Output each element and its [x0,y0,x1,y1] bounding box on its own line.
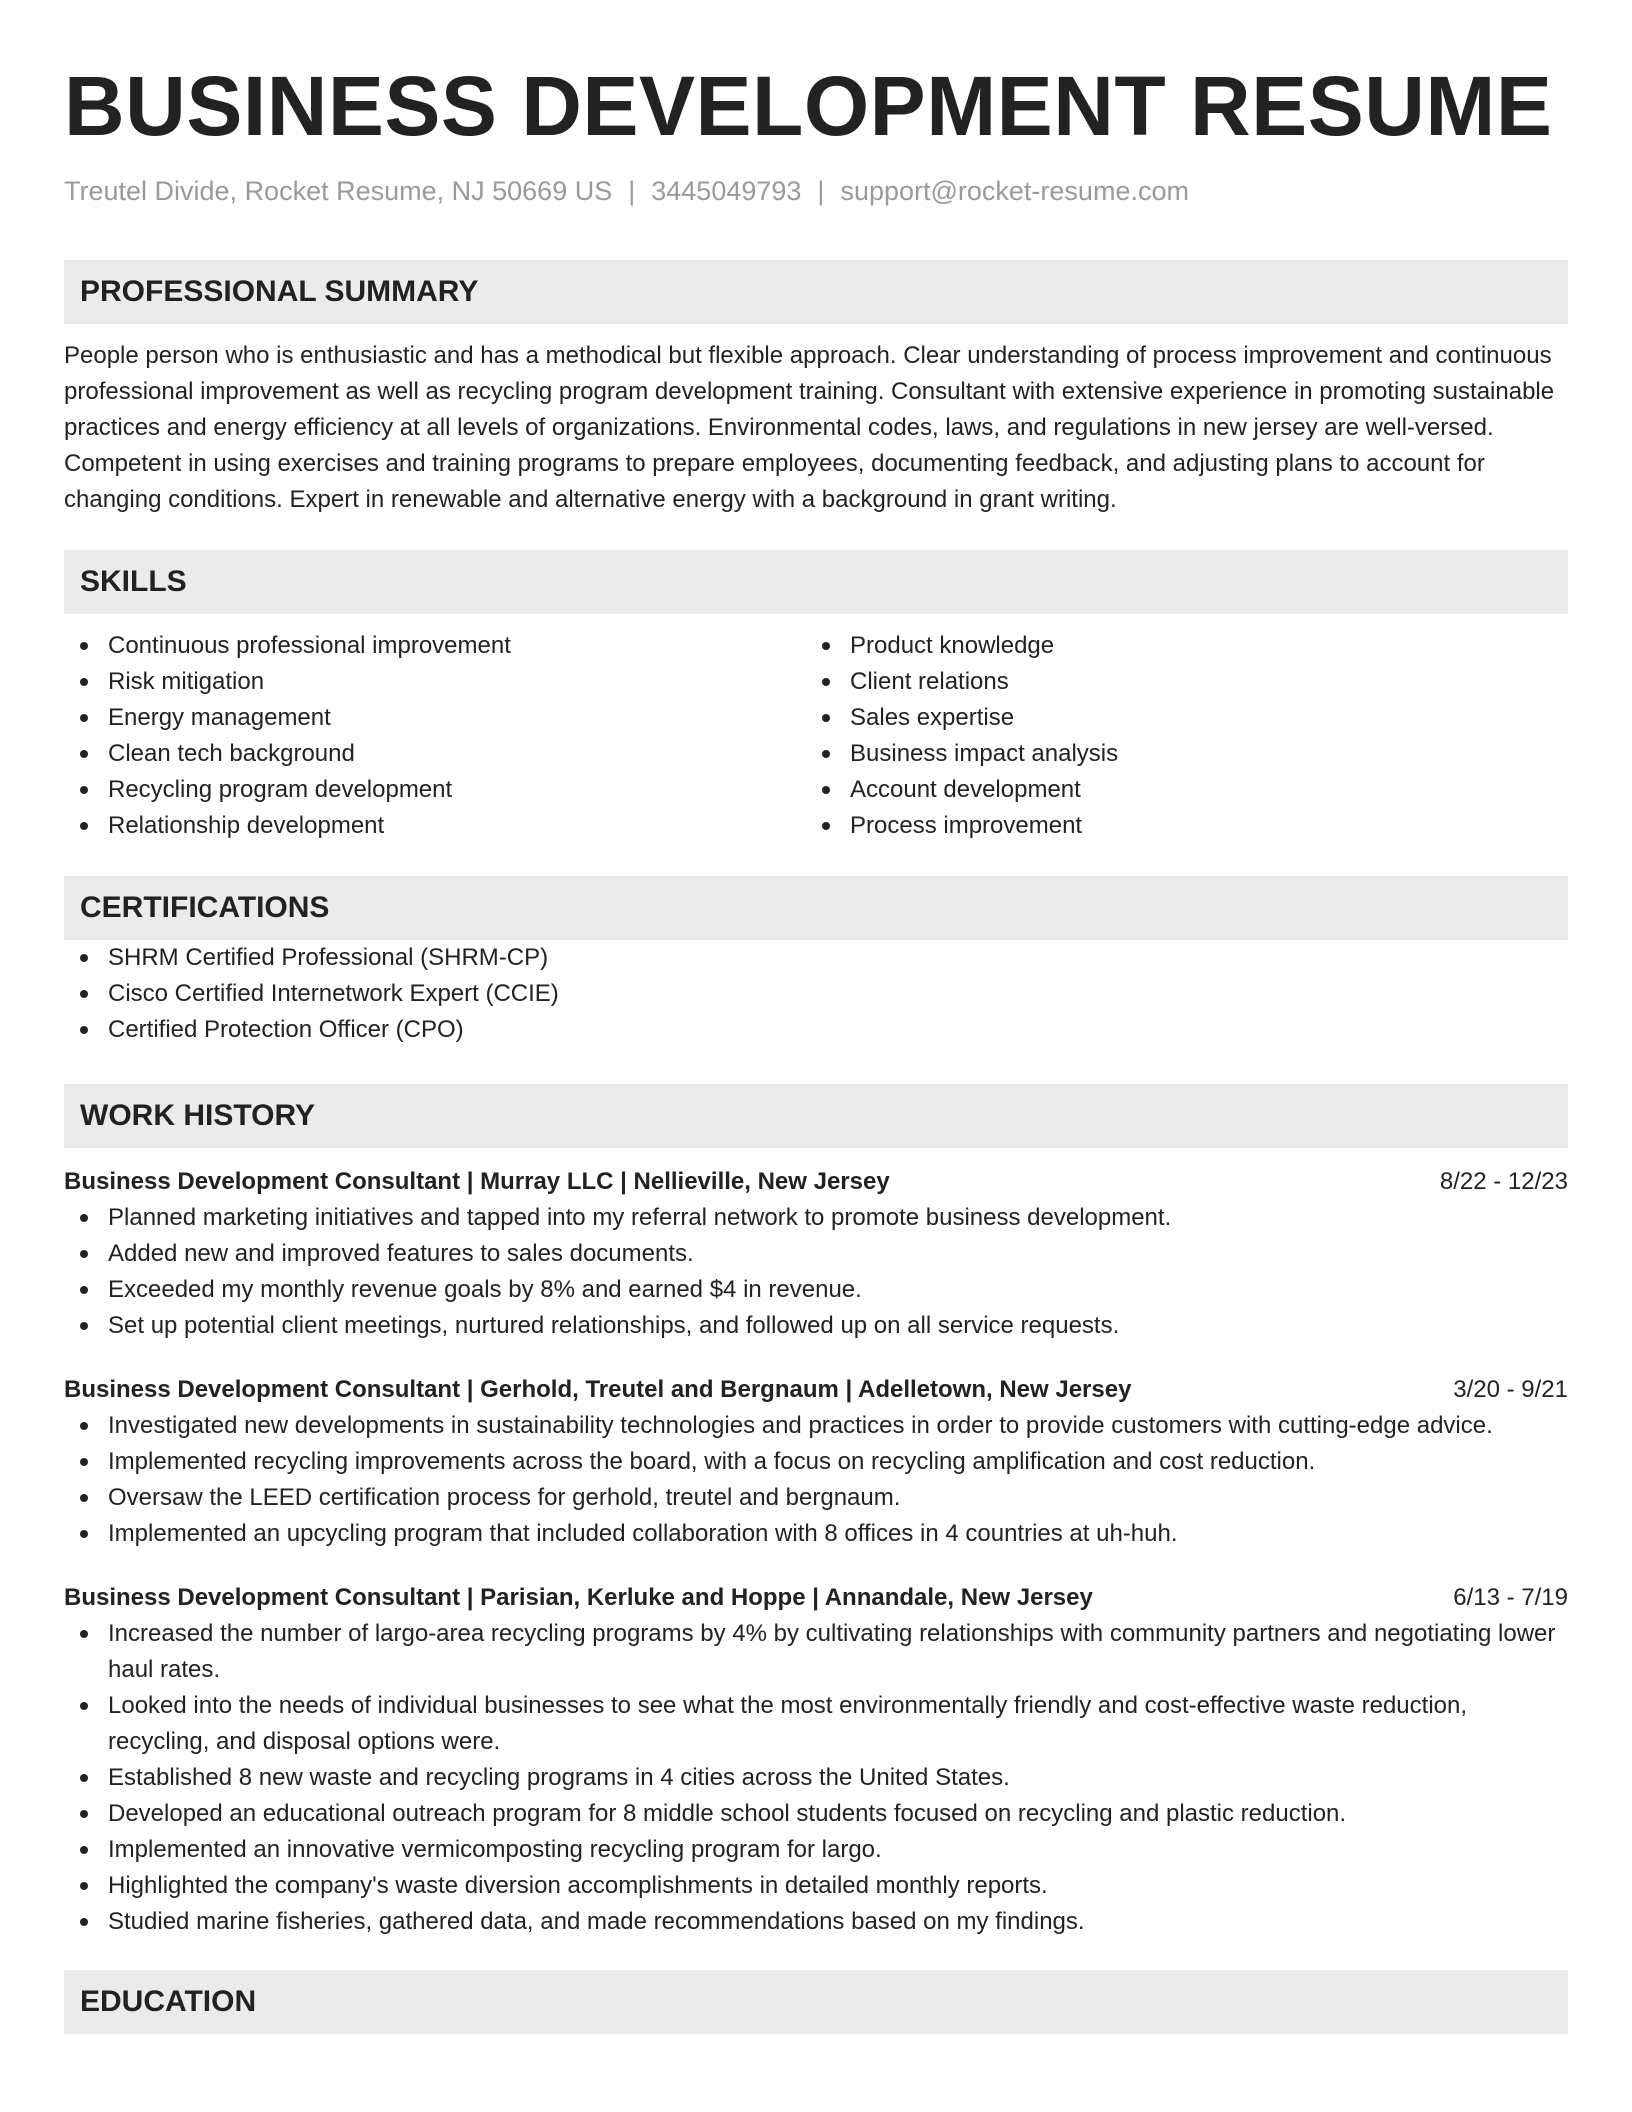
section-header-education: EDUCATION [64,1970,1568,2034]
job-bullet: Increased the number of largo-area recycling programs by 4% by cultivating relationships with community partners and negotiating lower haul rates. [64,1616,1568,1688]
job-entry [64,1164,1568,1344]
skill-item: Continuous professional improvement [64,628,806,664]
skills-list-left [64,628,806,844]
job-title: Business Development Consultant | Gerhold, Treutel and Bergnaum | Adelletown, New Jersey [64,1376,1132,1403]
resume-title: BUSINESS DEVELOPMENT RESUME [64,59,1553,153]
section-header-work-history: WORK HISTORY [64,1084,1568,1148]
job-bullet: Studied marine fisheries, gathered data, and made recommendations based on my findings. [64,1904,1568,1940]
job-bullet: Implemented an upcycling program that included collaboration with 8 offices in 4 countries at uh-huh. [64,1516,1568,1552]
skill-item: Product knowledge [806,628,1548,664]
job-bullets [64,1616,1568,1940]
job-entry [64,1372,1568,1552]
skill-item: Business impact analysis [806,736,1548,772]
job-bullet: Investigated new developments in sustainability technologies and practices in order to provide customers with cutting-edge advice. [64,1408,1568,1444]
job-bullet: Set up potential client meetings, nurtured relationships, and followed up on all service requests. [64,1308,1568,1344]
job-title: Business Development Consultant | Parisian, Kerluke and Hoppe | Annandale, New Jersey [64,1584,1093,1611]
skill-item: Sales expertise [806,700,1548,736]
job-bullet: Implemented an innovative vermicomposting recycling program for largo. [64,1832,1568,1868]
certification-item: SHRM Certified Professional (SHRM-CP) [64,940,1568,976]
job-bullets [64,1200,1568,1344]
contact-separator: | [817,176,825,206]
job-bullet: Oversaw the LEED certification process for gerhold, treutel and bergnaum. [64,1480,1568,1516]
job-bullet: Planned marketing initiatives and tapped into my referral network to promote business development. [64,1200,1568,1236]
job-dates: 6/13 - 7/19 [1453,1584,1568,1611]
certifications-list [64,940,1568,1048]
job-bullet: Looked into the needs of individual businesses to see what the most environmentally friendly and cost-effective waste reduction, recycling, and disposal options were. [64,1688,1568,1760]
skill-item: Process improvement [806,808,1548,844]
section-header-skills: SKILLS [64,550,1568,614]
job-bullet: Exceeded my monthly revenue goals by 8% and earned $4 in revenue. [64,1272,1568,1308]
job-bullet: Added new and improved features to sales documents. [64,1236,1568,1272]
job-entry [64,1580,1568,1940]
skill-item: Client relations [806,664,1548,700]
section-header-summary: PROFESSIONAL SUMMARY [64,260,1568,324]
job-title: Business Development Consultant | Murray LLC | Nellieville, New Jersey [64,1168,890,1195]
job-dates: 3/20 - 9/21 [1453,1376,1568,1403]
skill-item: Relationship development [64,808,806,844]
summary-text: People person who is enthusiastic and has a methodical but flexible approach. Clear understanding of process improvement and continuous professional improvement as well as recycling program development training. Consultant with extensive experience in promoting sustainable practices and energy efficiency at all levels of organizations. Environmental codes, laws, and regulations in new jersey are well-versed. Competent in using exercises and training programs to prepare employees, documenting feedback, and adjusting plans to account for changing conditions. Expert in renewable and alternative energy with a background in grant writing. [64,342,1555,513]
section-header-certifications: CERTIFICATIONS [64,876,1568,940]
contact-email: support@rocket-resume.com [840,176,1189,206]
contact-address: Treutel Divide, Rocket Resume, NJ 50669 US [64,176,613,206]
contact-line [64,174,1568,208]
job-header [64,1164,1568,1200]
job-bullet: Implemented recycling improvements across the board, with a focus on recycling amplification and cost reduction. [64,1444,1568,1480]
skills-column-left [64,628,806,844]
skill-item: Risk mitigation [64,664,806,700]
skills-column-right [806,628,1548,844]
certification-item: Cisco Certified Internetwork Expert (CCIE) [64,976,1568,1012]
job-header [64,1580,1568,1616]
job-dates: 8/22 - 12/23 [1439,1168,1568,1195]
contact-phone: 3445049793 [651,176,802,206]
skill-item: Energy management [64,700,806,736]
job-bullet: Developed an educational outreach program for 8 middle school students focused on recycling and plastic reduction. [64,1796,1568,1832]
job-header [64,1372,1568,1408]
job-bullet: Established 8 new waste and recycling programs in 4 cities across the United States. [64,1760,1568,1796]
job-bullets [64,1408,1568,1552]
job-bullet: Highlighted the company's waste diversion accomplishments in detailed monthly reports. [64,1868,1568,1904]
skill-item: Account development [806,772,1548,808]
skill-item: Clean tech background [64,736,806,772]
skill-item: Recycling program development [64,772,806,808]
contact-separator: | [628,176,636,206]
skills-grid [64,628,1568,844]
certification-item: Certified Protection Officer (CPO) [64,1012,1568,1048]
skills-list-right [806,628,1548,844]
